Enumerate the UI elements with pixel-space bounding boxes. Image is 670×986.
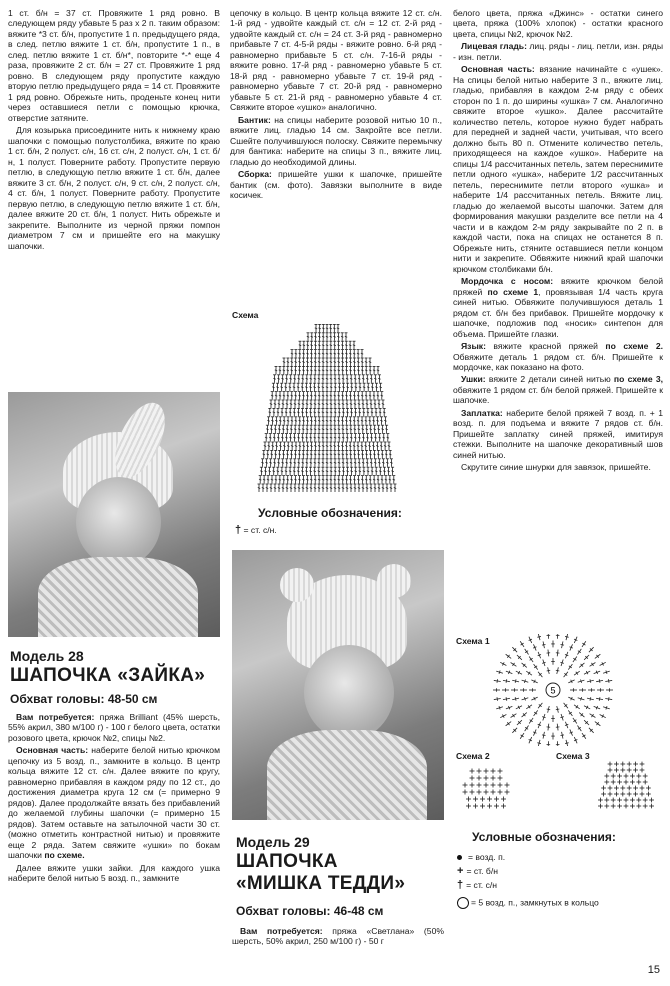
model-29-title-line1: ШАПОЧКА — [236, 851, 338, 872]
model-29-needs — [232, 926, 444, 949]
schema-1-label: Схема 1 — [456, 636, 490, 646]
main-label-29: Основная часть: — [461, 64, 535, 75]
sc-symbol-icon: + — [457, 865, 464, 877]
main-part-tail: по схеме. — [44, 850, 85, 861]
stockinette-text: лиц. ряды - лиц. петли, изн. ряды - изн. петли. — [453, 41, 663, 62]
needs-text-29: пряжа «Светлана» (50% шерсть, 50% акрил, 250 м/100 г) - 50 г — [232, 926, 444, 947]
schema-3-diagram — [595, 758, 657, 810]
dc-symbol-icon-2: † — [457, 879, 464, 891]
schema-1-center: 5 — [550, 685, 556, 696]
main-part-label: Основная часть: — [16, 745, 89, 756]
stockinette-label: Лицевая гладь: — [461, 41, 527, 52]
main-part-text: наберите белой нитью крючком цепочку из 5 возд. п., замкните в кольцо. В центр кольца вяжите 12 ст. с/н. Далее вяжите по кругу, равномерно прибавляя в каждом ряду по 12 ст., до достижения диаметра круга 12 см (= примерно 9 рядов). Далее продолжайте вязать без прибавлений до желаемой глубины шапочки (= примерно 15 рядов). Затем оставьте на затылочной части 30 ст. (можно отметить контрастной нитью) и провяжите еще 2 ряда. Затем свяжите «ушки» по бокам шапочки — [8, 745, 220, 861]
dc-symbol-icon: † — [235, 524, 242, 536]
legend-1-title: Условные обозначения: — [258, 506, 402, 520]
ears-label-29: Ушки: — [461, 374, 486, 385]
ears-intro: Далее вяжите ушки зайки. Для каждого ушка наберите белой нитью 5 возд. п., замкните — [8, 862, 220, 884]
model-29-size: Обхват головы: 46-48 см — [236, 904, 384, 918]
bow-label: Бантик: — [238, 114, 271, 125]
photo-bunny-hat — [8, 392, 220, 637]
column-right: белого цвета, пряжа «Джинс» - остатки синего цвета, пряжа (100% хлопок) - остатки красного цвета, спицы №2, крючок №2. Лицевая гладь: лиц. ряды - лиц. петли, изн. ряды - изн. петли. Основная часть: вязание начинайте с «ушек». На спицы белой нитью наберите 3 п., вяжите лиц. гладью, прибавляя в каждом 2-м ряду с обеих сторон по 1 п. до ширины «ушка» 7 см. Аналогично свяжите второе «ушко». Далее рассчитайте количество петель, которое нужно будет набрать для передней и задней части, учитывая, что всего должно быть 80 п. Отмените количество петель, приходящееся на каждое «ушко». Наберите на спицы 1/4 рассчитанных петель, затем переснимите петли одного «ушка», наберите 1/2 рассчитанных петель, переснимите петли второго «ушка» и наберите 1/4 рассчитанных петель. Вяжите лиц. гладью до желаемой высоты шапочки. Затем для формирования макушки разделите все петли на 4 части и в каждом 2-м ряду закрывайте по 2 п. в каждой части, пока на спицах не останется 8 п. Обрежьте нить, стяните оставшиеся петли концом нити и закрепите. Обвяжите нижний край шапочки крючком столбиками б/н. Мордочка с носом: вяжите крючком белой пряжей по схеме 1, провязывая 1/4 часть круга синей нитью. Обвяжите получившуюся деталь 1 рядом ст. б/н без прибавок. Пришейте мордочку к шапочке, подложив под «носик» синтепон для объема. Пришейте глазки. Язык: вяжите красной пряжей по схеме 2. Обвяжите деталь 1 рядом ст. б/н. Пришейте к мордочке, как показано на фото. Ушки: вяжите 2 детали синей нитью по схеме 3, обвяжите 1 рядом ст. б/н белой пряжей. Пришейте к шапочке. Заплатка: наберите белой пряжей 7 возд. п. + 1 возд. п. для подъема и вяжите 7 рядов ст. б/н. Пришейте заплатку синей пряжей, имитируя стежки. Выполните на шапочке декоративный шов синей нитью. Скрутите синие шнурки для завязок, пришейте. — [453, 8, 664, 473]
chain-symbol-icon — [457, 855, 462, 860]
model-29-label: Модель 29 — [236, 834, 310, 850]
model-28-title: ШАПОЧКА «ЗАЙКА» — [10, 665, 206, 686]
assembly-text: пришейте ушки к шапочке, пришейте бантик (см. фото). Завязки выполните в виде косичек. — [230, 169, 442, 201]
bow-text: на спицы наберите розовой нитью 10 п., вяжите лиц. гладью 14 см. Закройте все петли. Сшейте получившуюся полоску. Свяжите перемычку для бантика: наберите на спицы 3 п., вяжите лиц. гладью до необходимой длины. — [230, 114, 442, 167]
main-text-29: вязание начинайте с «ушек». На спицы белой нитью наберите 3 п., вяжите лиц. гладью, прибавляя в каждом 2-м ряду с обеих сторон по 1 п. до ширины «ушка» 7 см. Аналогично свяжите второе «ушко». Далее рассчитайте количество петель, которое нужно будет набрать для передней и задней части, учитывая, что всего должно быть 80 п. Отмените количество петель, приходящееся на каждое «ушко». Наберите на спицы 1/4 рассчитанных петель, затем переснимите петли одного «ушка», наберите 1/2 рассчитанных петель, переснимите петли второго «ушка» и наберите 1/4 рассчитанных петель. Вяжите лиц. гладью до желаемой высоты шапочки. Затем для формирования макушки разделите все петли на 4 части и в каждом 2-м ряду закрывайте по 2 п. в каждой части, пока на спицах не останется 8 п. Обрежьте нить, стяните оставшиеся петли концом нити и закрепите. Обвяжите нижний край шапочки крючком столбиками б/н. — [453, 64, 663, 274]
model-28-text — [8, 712, 220, 886]
model-29-title-line2: «МИШКА ТЕДДИ» — [236, 873, 406, 894]
ring-symbol-icon — [457, 897, 469, 909]
photo-teddy-hat — [232, 550, 444, 820]
legend-2-chain: = возд. п. — [457, 852, 505, 862]
schema-2-diagram — [456, 766, 516, 810]
needs-label-29: Вам потребуется: — [240, 926, 323, 936]
ear-schema-diagram — [232, 310, 442, 500]
muzzle-label: Мордочка с носом: — [461, 276, 554, 287]
schema-ear-label: Схема — [232, 310, 259, 320]
schema-2-label: Схема 2 — [456, 751, 490, 761]
ear-rows-text: цепочку в кольцо. В центр кольца вяжите 12 ст. с/н. 1-й ряд - удвойте каждый ст. с/н = 12 ст. 2-й ряд - удвойте каждый ст. с/н = 24 ст. 3-й ряд - равномерно прибавьте 7 ст. 4-5-й ряды - вяжите ровно. 6-й ряд - равномерно прибавьте 5 ст. с/н. 7-16-й ряды - вяжите ровно. 17-й ряд - равномерно убавьте 5 ст. 18-й ряд - равномерно убавьте 7 ст. 19-й ряд - равномерно убавьте 7 ст. 20-й ряд - равномерно убавьте 5 ст. 21-й ряд - равномерно убавьте 4 ст. Свяжите второе «ушко» аналогично. — [230, 8, 442, 113]
column-left — [8, 8, 220, 253]
needs-text: пряжа Brilliant (45% шерсть, 55% акрил, 380 м/100 г) - 100 г белого цвета, остатки розового цвета, крючок №2, спицы №2. — [8, 712, 221, 743]
model-28-label: Модель 28 — [10, 648, 84, 664]
model-28-size: Обхват головы: 48-50 см — [10, 692, 158, 706]
materials-continued: белого цвета, пряжа «Джинс» - остатки синего цвета, пряжа (100% хлопок) - остатки красного цвета, спицы №2, крючок №2. — [453, 8, 663, 39]
ties-text: Скрутите синие шнурки для завязок, пришейте. — [461, 462, 651, 473]
legend-2-sc: + = ст. б/н — [457, 865, 498, 877]
needs-label: Вам потребуется: — [16, 712, 95, 722]
tongue-label: Язык: — [461, 341, 486, 352]
schema-3-label: Схема 3 — [556, 751, 590, 761]
column-middle — [230, 8, 442, 203]
legend-2-ring: = 5 возд. п., замкнутых в кольцо — [457, 897, 599, 909]
schema-1-diagram — [488, 634, 618, 746]
assembly-label: Сборка: — [238, 169, 272, 180]
legend-2-title: Условные обозначения: — [472, 830, 616, 844]
patch-label: Заплатка: — [461, 407, 503, 418]
page-number: 15 — [647, 964, 660, 976]
visor-instructions: Для козырька присоедините нить к нижнему краю шапочки с помощью полустолбика, вяжите по краю 1 ст. б/н, 2 полуст. с/н, 16 ст. с/н, 2 полуст. с/н, 1 ст. б/н, 1 полуст. Поверните работу. Пропустите первую петлю, в следующую петлю вяжите 1 ст. б/н, далее вяжите 3 ст. б/н, 2 полуст. с/н, 9 ст. с/н, 2 полуст. с/н, 4 ст. б/н, 1 полуст. Поверните работу. Пропустите первую петлю, в следующую петлю вяжите 1 ст. б/н, далее вяжите 20 ст. б/н, 1 полуст. Нить обрежьте и закрепите. Выполните из черной пряжи помпон диаметром 7 см и пришейте его на макушку шапочки. — [8, 125, 220, 251]
legend-2-dc: † = ст. с/н — [457, 879, 498, 891]
crown-instructions: 1 ст. б/н = 37 ст. Провяжите 1 ряд ровно. В следующем ряду убавьте 5 раз х 2 п. таким образом: вяжите *3 ст. б/н, пропустите 1 п. предыдущего ряда, в след. петлю вяжите 1 ст. б/н, пропустите 1 п., в след. петлю вяжите 1 ст. б/н*, повторите *-* еще 4 раза, провяжите 2 ст. б/н = 27 ст. Провяжите 1 ряд ровно. В следующем ряду пропустите каждую вторую петлю предыдущего ряда = 14 ст. Провяжите 1 ряд ровно. Обрежьте нить, проденьте конец нити через оставшиеся петли с помощью крючка, отверстие затяните. — [8, 8, 220, 123]
legend-1-dc: † = ст. с/н. — [235, 524, 277, 536]
